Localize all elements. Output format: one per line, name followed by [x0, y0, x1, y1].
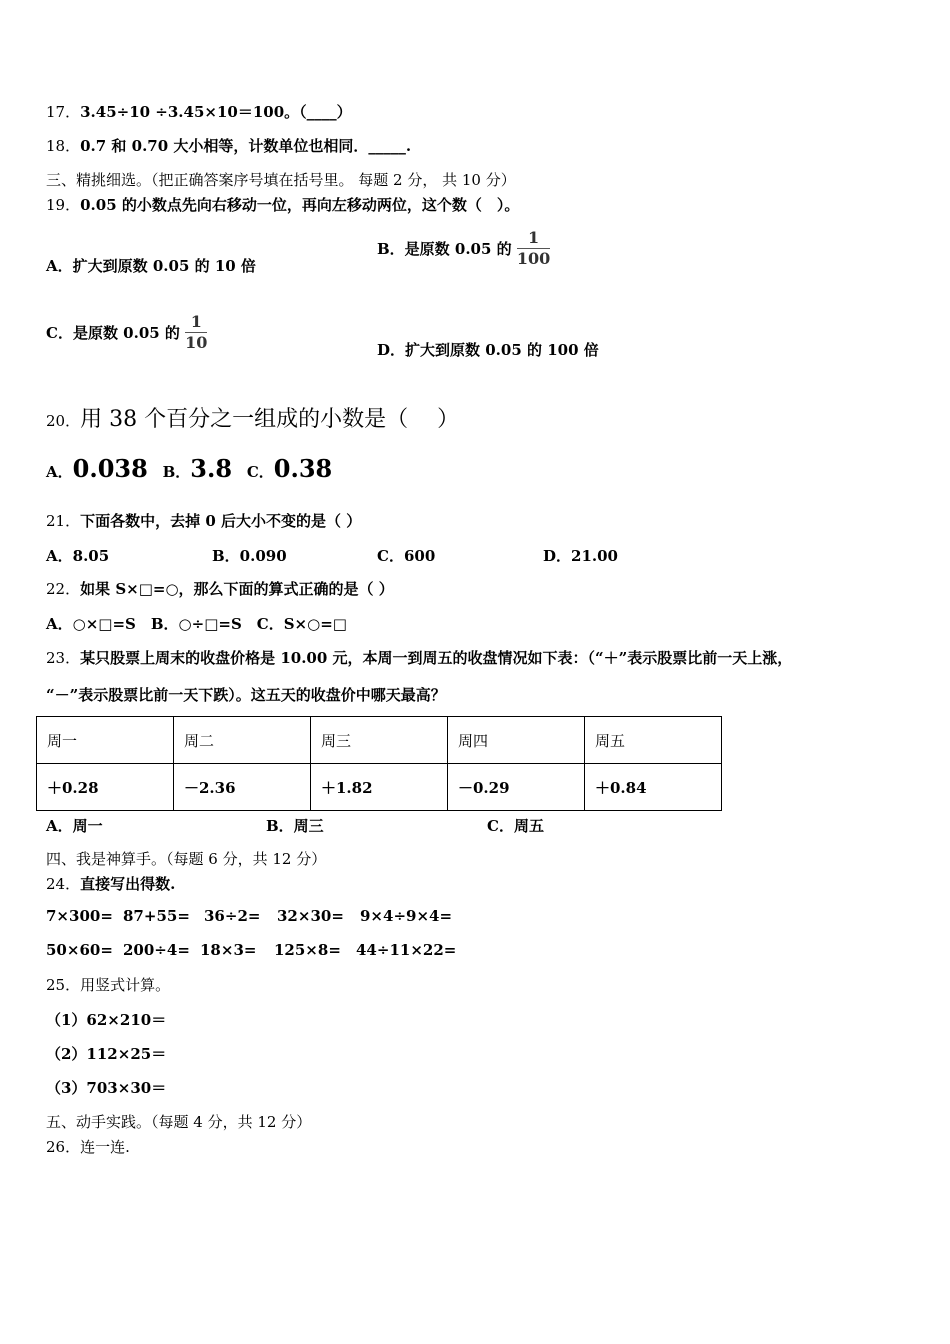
- question-22: [46, 579, 394, 599]
- option-a-value: 0.038: [72, 454, 148, 483]
- table-row: [37, 764, 722, 811]
- question-24: [46, 874, 175, 894]
- calc-item: 125×8=: [274, 941, 341, 959]
- section-5-title: 五、动手实践。（每题 4 分，共 12 分）: [46, 1113, 312, 1131]
- option-c-label: C．: [246, 463, 274, 481]
- q22-options: A．○×□=S B．○÷□=S C．S×○=□: [46, 615, 347, 633]
- option-b-label: B．: [162, 463, 191, 481]
- table-header-cell: 周四: [448, 717, 585, 764]
- fraction-denominator: 100: [516, 249, 551, 268]
- question-23-line2: “－”表示股票比前一天下跌）。这五天的收盘价中哪天最高？: [46, 686, 446, 704]
- calc-item: 9×4÷9×4=: [360, 907, 453, 925]
- question-number: 24．: [46, 875, 81, 893]
- q19-option-d: D．扩大到原数 0.05 的 100 倍: [377, 341, 599, 359]
- q19-option-a: A．扩大到原数 0.05 的 10 倍: [46, 257, 256, 275]
- section-3-title: 三、精挑细选。（把正确答案序号填在括号里。 每题 2 分， 共 10 分）: [46, 171, 516, 189]
- q19-option-b: [377, 229, 550, 268]
- question-text-line1: 某只股票上周末的收盘价格是 10.00 元，本周一到周五的收盘情况如下表：（“＋”表示股票比前一天上涨，: [80, 649, 793, 667]
- question-text: 下面各数中，去掉 0 后大小不变的是（ ）: [80, 512, 362, 530]
- table-header-cell: 周一: [37, 717, 174, 764]
- table-cell: ＋0.28: [37, 764, 174, 811]
- calc-item: 200÷4=: [123, 941, 190, 959]
- fraction-numerator: 1: [190, 312, 202, 331]
- section-4-title: 四、我是神算手。（每题 6 分，共 12 分）: [46, 850, 327, 868]
- question-text: 用 38 个百分之一组成的小数是（ ）: [80, 407, 460, 432]
- option-text: C．是原数 0.05 的: [46, 324, 180, 342]
- question-25: [46, 975, 170, 995]
- table-header-cell: 周三: [311, 717, 448, 764]
- fraction-denominator: 10: [185, 333, 208, 352]
- option-c-value: 0.38: [273, 454, 333, 483]
- fraction: [185, 313, 207, 352]
- table-header-row: [37, 717, 722, 764]
- calc-item: 32×30=: [277, 907, 344, 925]
- table-header-cell: 周二: [174, 717, 311, 764]
- fraction: [517, 229, 550, 268]
- question-number: 25．: [46, 976, 81, 994]
- question-19: [46, 195, 519, 215]
- question-number: 23．: [46, 649, 81, 667]
- q21-option-a: A．8.05: [46, 547, 110, 565]
- calc-item: 36÷2=: [204, 907, 261, 925]
- question-number: 20．: [46, 412, 81, 430]
- question-text: 0.05 的小数点先向右移动一位，再向左移动两位，这个数（ ）。: [80, 196, 520, 214]
- question-text: 连一连.: [80, 1138, 130, 1156]
- vertical-calc-item: （3）703×30＝: [46, 1079, 167, 1097]
- calc-item: 50×60=: [46, 941, 113, 959]
- question-18: [46, 136, 411, 156]
- question-21: [46, 511, 361, 531]
- option-b-value: 3.8: [190, 454, 233, 483]
- question-text: 如果 S×□=○，那么下面的算式正确的是（ ）: [80, 580, 394, 598]
- q19-option-c: [46, 313, 207, 352]
- calc-item: 44÷11×22=: [356, 941, 457, 959]
- question-number: 22．: [46, 580, 81, 598]
- table-cell: ＋1.82: [311, 764, 448, 811]
- table-cell: ＋0.84: [585, 764, 722, 811]
- q23-option-b: B．周三: [266, 817, 324, 835]
- calc-item: 87+55=: [123, 907, 190, 925]
- question-text: 用竖式计算。: [80, 976, 171, 994]
- option-text: B．是原数 0.05 的: [377, 240, 512, 258]
- question-number: 17．: [46, 103, 81, 121]
- q21-option-c: C．600: [377, 547, 436, 565]
- question-23: [46, 648, 792, 668]
- vertical-calc-item: （1）62×210＝: [46, 1011, 167, 1029]
- question-number: 19．: [46, 196, 81, 214]
- calc-item: 18×3=: [200, 941, 257, 959]
- question-20: [46, 405, 459, 436]
- question-number: 21．: [46, 512, 81, 530]
- vertical-calc-item: （2）112×25＝: [46, 1045, 167, 1063]
- fraction-numerator: 1: [528, 228, 540, 247]
- table-cell: －0.29: [448, 764, 585, 811]
- question-number: 26．: [46, 1138, 81, 1156]
- q20-options: [46, 452, 332, 489]
- question-17: [46, 102, 352, 122]
- stock-table: [36, 716, 722, 811]
- table-cell: －2.36: [174, 764, 311, 811]
- q23-option-c: C．周五: [487, 817, 544, 835]
- table-header-cell: 周五: [585, 717, 722, 764]
- q23-option-a: A．周一: [46, 817, 103, 835]
- q21-option-d: D．21.00: [543, 547, 618, 565]
- calc-item: 7×300=: [46, 907, 113, 925]
- question-26: [46, 1137, 130, 1157]
- question-number: 18．: [46, 137, 81, 155]
- question-text: 0.7 和 0.70 大小相等，计数单位也相同．_____.: [80, 137, 412, 155]
- option-a-label: A．: [46, 463, 73, 481]
- question-text: 3.45÷10 ÷3.45×10＝100。（____）: [80, 103, 352, 121]
- question-text: 直接写出得数.: [80, 875, 176, 893]
- q21-option-b: B．0.090: [212, 547, 287, 565]
